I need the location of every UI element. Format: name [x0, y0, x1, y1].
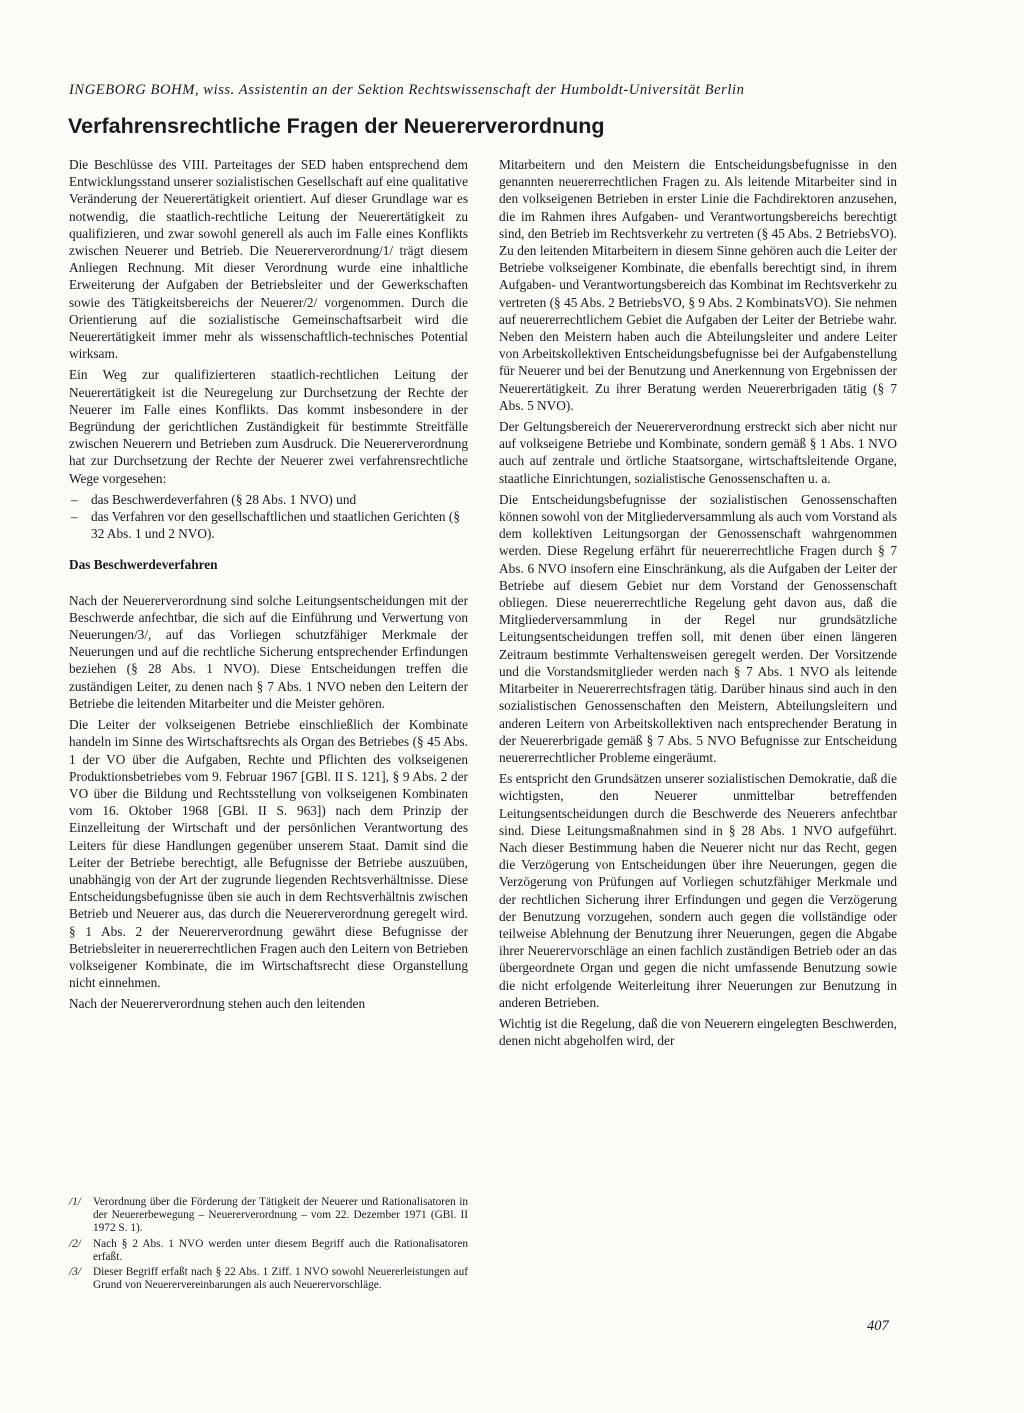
procedure-list [69, 491, 468, 543]
footnote-text: Verordnung über die Förderung der Tätigkeit der Neuerer und Rationalisatoren in der Neuererbewegung – Neuererverordnung – vom 22. Dezember 1971 (GBl. II 1972 S. 1). [93, 1196, 468, 1235]
paragraph: Die Beschlüsse des VIII. Parteitages der SED haben entsprechend dem Entwicklungsstand unserer sozialistischen Gesellschaft auf eine qualitative Veränderung der Neuerertätigkeit orientiert. Auf dieser Grundlage war es notwendig, die staatlich-rechtliche Leitung der Neuerertätigkeit zu qualifizieren, und zwar sowohl generell als auch im Falle eines Konflikts zwischen Neuerer und Betrieb. Die Neuererverordnung/1/ trägt diesem Anliegen Rechnung. Mit dieser Verordnung wurde eine inhaltliche Erweiterung der Aufgaben der Betriebsleiter und der Gewerkschaften sowie des Tätigkeitsbereichs der Neuerer/2/ vorgenommen. Durch die Orientierung auf die sozialistische Gemeinschaftsarbeit wird die Neuerertätigkeit immer mehr als wissenschaftlich-technisches Potential wirksam. [69, 157, 468, 362]
paragraph: Nach der Neuererverordnung sind solche Leitungsentscheidungen mit der Beschwerde anfechtbar, die sich auf die Einführung und Verwertung von Neuerungen/3/, auf das Vorliegen schutzfähiger Merkmale der Neuerungen und auf die rechtliche Sicherung entsprechender Erfindungen beziehen (§ 28 Abs. 1 NVO). Diese Entscheidungen treffen die zuständigen Leiter, zu denen nach § 7 Abs. 1 NVO neben den Leitern der Betriebe die leitenden Mitarbeiter und die Meister gehören. [69, 592, 468, 711]
page-number: 407 [867, 1318, 889, 1334]
paragraph: Mitarbeitern und den Meistern die Entscheidungsbefugnisse in den genannten neuererrechtlichen Fragen zu. Als leitende Mitarbeiter sind in den volkseigenen Betrieben in erster Linie die Fachdirektoren anzusehen, die im Rahmen ihres Aufgaben- und Verantwortungsbereichs berechtigt sind, den Betrieb im Rechtsverkehr zu vertreten (§ 45 Abs. 2 BetriebsVO). Zu den leitenden Mitarbeitern in diesem Sinne gehören auch die Leiter der Betriebe volkseigener Kombinate, die ebenfalls berechtigt sind, in ihrem Aufgaben- und Verantwortungsbereich das Kombinat im Rechtsverkehr zu vertreten (§ 45 Abs. 2 BetriebsVO, § 9 Abs. 2 KombinatsVO). Sie nehmen auf neuererrechtlichem Gebiet die Aufgaben der Leiter der Betriebe wahr. Neben den Meistern haben auch die Abteilungsleiter und andere Leiter von Arbeitskollektiven Entscheidungsbefugnisse bei der Aufgabenstellung für Neuerer und bei der Benutzung und Anerkennung von Ergebnissen der Neuerertätigkeit. Zu ihrer Beratung werden Neuererbrigaden tätig (§ 7 Abs. 5 NVO). [499, 157, 897, 413]
paragraph: Wichtig ist die Regelung, daß die von Neuerern eingelegten Beschwerden, denen nicht abgeholfen wird, der [499, 1015, 897, 1049]
right-column [499, 156, 897, 1053]
section-heading: Das Beschwerdeverfahren [69, 557, 218, 573]
footnotes [69, 1196, 468, 1294]
paragraph: Nach der Neuererverordnung stehen auch den leitenden [69, 996, 366, 1012]
paragraph: Die Leiter der volkseigenen Betriebe einschließlich der Kombinate handeln im Sinne des Wirtschaftsrechts als Organ des Betriebes (§ 45 Abs. 1 der VO über die Aufgaben, Rechte und Pflichten des volkseigenen Produktionsbetriebes vom 9. Februar 1967 [GBl. II S. 121], § 9 Abs. 2 der VO über die Bildung und Rechtsstellung von volkseigenen Kombinaten vom 16. Oktober 1968 [GBl. II S. 963]) nach dem Prinzip der Einzelleitung der Wirtschaft und der persönlichen Verantwortung des Leiters für diese Handlungen gegenüber unserem Staat. Damit sind die Leiter der Betriebe berechtigt, alle Befugnisse der Betriebe auszuüben, unabhängig von der Art der zugrunde liegenden Rechtsverhältnisse. Diese Entscheidungsbefugnisse üben sie auch in dem Rechtsverhältnis zwischen Betrieb und Neuerer aus, das durch die Neuererverordnung geregelt wird. § 1 Abs. 2 der Neuererverordnung gewährt diese Befugnisse der Betriebsleiter in neuererrechtlichen Fragen auch den Leitern von Betrieben volkseigener Kombinate, die im Wirtschaftsrecht diese Organstellung nicht einnehmen. [69, 717, 468, 991]
footnote [69, 1266, 468, 1292]
list-item: – das Beschwerdeverfahren (§ 28 Abs. 1 NVO) und [69, 491, 468, 508]
paragraph: Der Geltungsbereich der Neuererverordnung erstreckt sich aber nicht nur auf volkseigene Betriebe und Kombinate, sondern gemäß § 1 Abs. 1 NVO auch auf zentrale und örtliche Staatsorgane, wirtschaftsleitende Organe, staatliche Einrichtungen, sozialistische Genossenschaften u. a. [499, 419, 897, 486]
footnote-number: /1/ [69, 1196, 81, 1208]
paragraph: Die Entscheidungsbefugnisse der sozialistischen Genossenschaften können sowohl von der Mitgliederversammlung als auch vom Vorstand als dem kollektiven Leitungsorgan der Genossenschaft wahrgenommen werden. Diese Regelung erfährt für neuererrechtliche Fragen durch § 7 Abs. 6 NVO insofern eine Einschränkung, als die Aufgaben der Leiter der Betriebe auf diesem Gebiet nur dem Vorstand der Genossenschaft obliegen. Diese neuererrechtliche Regelung geht davon aus, daß die Mitgliederversammlung in der Regel nur grundsätzliche Leitungsentscheidungen treffen soll, mit denen über einen längeren Zeitraum bestimmte Verhaltensweisen geregelt werden. Der Vorsitzende und die Vorstandsmitglieder werden nach § 7 Abs. 1 NVO als leitende Mitarbeiter in Neuererrechtsfragen tätig. Darüber hinaus sind auch in den sozialistischen Genossenschaften den Meistern, Abteilungsleitern und anderen Leitern von Arbeitskollektiven nach entsprechender Beratung in der Neuererbrigade gemäß § 7 Abs. 5 NVO Befugnisse zur Entscheidung neuererrechtlicher Probleme eingeräumt. [499, 491, 897, 765]
list-item: – das Verfahren vor den gesellschaftlichen und staatlichen Gerichten (§ 32 Abs. 1 und 2 NVO). [69, 508, 468, 542]
footnote-text: Dieser Begriff erfaßt nach § 22 Abs. 1 Ziff. 1 NVO sowohl Neuererleistungen auf Grund von Neuerervereinbarungen als auch Neuerervorschläge. [93, 1266, 468, 1292]
footnote-text: Nach § 2 Abs. 1 NVO werden unter diesem Begriff auch die Rationalisatoren erfaßt. [93, 1237, 468, 1263]
paragraph: Ein Weg zur qualifizierteren staatlich-rechtlichen Leitung der Neuerertätigkeit ist die Neuregelung zur Durchsetzung der Rechte der Neuerer im Falle eines Konflikts. Das kommt insbesondere in der Begründung der gerichtlichen Zuständigkeit für bestimmte Streitfälle zwischen Neuerern und Betrieben zum Ausdruck. Die Neuererverordnung hat zur Durchsetzung der Rechte der Neuerer zwei verfahrensrechtliche Wege vorgesehen: [69, 367, 468, 486]
footnote [69, 1196, 468, 1236]
author-line: INGEBORG BOHM, wiss. Assistentin an der Sektion Rechtswissenschaft der Humboldt-Universität Berlin [69, 82, 745, 98]
article-title: Verfahrensrechtliche Fragen der Neuererverordnung [68, 114, 605, 138]
paragraph: Es entspricht den Grundsätzen unserer sozialistischen Demokratie, daß die wichtigsten, den Neuerer unmittelbar betreffenden Leitungsentscheidungen durch die Beschwerde des Neuerers anfechtbar sind. Diese Leitungsmaßnahmen sind in § 28 Abs. 1 NVO aufgeführt. Nach dieser Bestimmung haben die Neuerer nicht nur das Recht, gegen die Verzögerung von Entscheidungen über ihre Neuerungen, gegen die Verzögerung von Prüfungen auf Vorliegen schutzfähiger Merkmale und der rechtlichen Sicherung ihrer Erfindungen und gegen die Verzögerung der Benutzung vorzugehen, sondern auch gegen die vollständige oder teilweise Ablehnung der Benutzung ihrer Neuerungen, gegen die Abgabe ihrer Neuerervorschläge an einen fachlich zuständigen Betrieb oder an das übergeordnete Organ und gegen die nicht umfassende Benutzung sowie die nicht erfolgende Weiterleitung ihrer Neuerungen zur Benutzung in anderen Betrieben. [499, 771, 897, 1010]
footnote [69, 1238, 468, 1264]
footnote-number: /2/ [69, 1237, 81, 1250]
footnote-number: /3/ [69, 1266, 81, 1279]
left-column [69, 156, 468, 1017]
